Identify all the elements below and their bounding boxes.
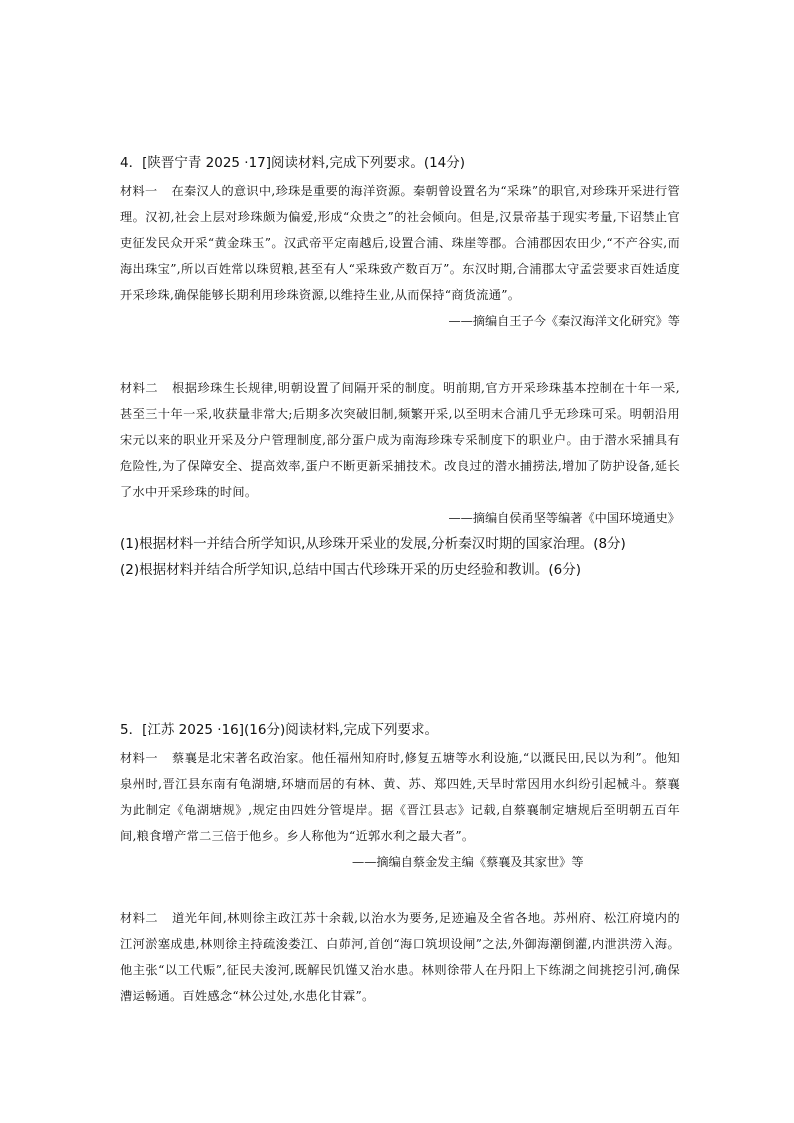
q4-material-1-label: 材料一 xyxy=(120,184,158,198)
q4-material-1 xyxy=(120,178,680,334)
q4-task-2: (2)根据材料并结合所学知识,总结中国古代珍珠开采的历史经验和教训。(6分) xyxy=(120,562,582,578)
q4-material-2-label: 材料二 xyxy=(120,381,159,395)
q5-material-1-text: 蔡襄是北宋著名政治家。他任福州知府时,修复五塘等水利设施,“以溉民田,民以为利”。他知泉州时,晋江县东南有龟湖塘,环塘而居的有林、黄、苏、郑四姓,天旱时常因用水纠纷引起械斗。蔡襄为此制定《龟湖塘规》,规定由四姓分管堤岸。据《晋江县志》记载,自蔡襄制定塘规后至明朝五百年间,粮食增产常二三倍于他乡。乡人称他为“近郭水利之最大者”。 xyxy=(120,751,681,843)
q5-material-1 xyxy=(120,745,680,875)
q5-material-2 xyxy=(120,905,680,1009)
q4-material-2-text: 根据珍珠生长规律,明朝设置了间隔开采的制度。明前期,官方开采珍珠基本控制在十年一采,甚至三十年一采,收获量非常大;后期多次突破旧制,频繁开采,以至明末合浦几乎无珍珠可采。明朝沿用宋元以来的职业开采及分户管理制度,部分蛋户成为南海珍珠专采制度下的职业户。由于潜水采捕具有危险性,为了保障安全、提高效率,蛋户不断更新采捕技术。改良过的潜水捕捞法,增加了防护设备,延长了水中开采珍珠的时间。 xyxy=(120,381,680,499)
q4-material-2-source: ——摘编自侯甬坚等编著《中国环境通史》 xyxy=(448,511,680,525)
q5-material-1-label: 材料一 xyxy=(120,751,159,765)
question-5-title: 5．[江苏 2025 ·16](16分)阅读材料,完成下列要求。 xyxy=(120,722,439,738)
q4-material-1-text: 在秦汉人的意识中,珍珠是重要的海洋资源。秦朝曾设置名为“采珠”的职官,对珍珠开采进行管理。汉初,社会上层对珍珠颇为偏爱,形成“众贵之”的社会倾向。但是,汉景帝基于现实考量,下诏禁止官吏征发民众开采“黄金珠玉”。汉武帝平定南越后,设置合浦、珠崖等郡。合浦郡因农田少,“不产谷实,而海出珠宝”,所以百姓常以珠贸粮,甚至有人“采珠致产数百万”。东汉时期,合浦郡太守孟尝要求百姓适度开采珍珠,确保能够长期利用珍珠资源,以维持生业,从而保持“商货流通”。 xyxy=(120,184,681,302)
q5-material-2-label: 材料二 xyxy=(120,911,159,925)
q4-task-1: (1)根据材料一并结合所学知识,从珍珠开采业的发展,分析秦汉时期的国家治理。(8分) xyxy=(120,536,626,552)
q5-material-1-source: ——摘编自蔡金发主编《蔡襄及其家世》等 xyxy=(352,855,584,869)
question-4 xyxy=(120,153,680,173)
question-4-title: 4．[陕晋宁青 2025 ·17]阅读材料,完成下列要求。(14分) xyxy=(120,155,466,171)
q4-material-1-source: ——摘编自王子今《秦汉海洋文化研究》等 xyxy=(448,314,680,328)
question-5 xyxy=(120,720,680,740)
q5-material-2-text: 道光年间,林则徐主政江苏十余载,以治水为要务,足迹遍及全省各地。苏州府、松江府境内的江河淤塞成患,林则徐主持疏浚娄江、白茆河,首创“海口筑坝设闸”之法,外御海潮倒灌,内泄洪涝入海。他主张“以工代赈”,征民夫浚河,既解民饥馑又治水患。林则徐带人在丹阳上下练湖之间挑挖引河,确保漕运畅通。百姓感念“林公过处,水患化甘霖”。 xyxy=(120,911,680,1003)
q4-material-2 xyxy=(120,375,680,531)
q4-tasks xyxy=(120,531,680,583)
